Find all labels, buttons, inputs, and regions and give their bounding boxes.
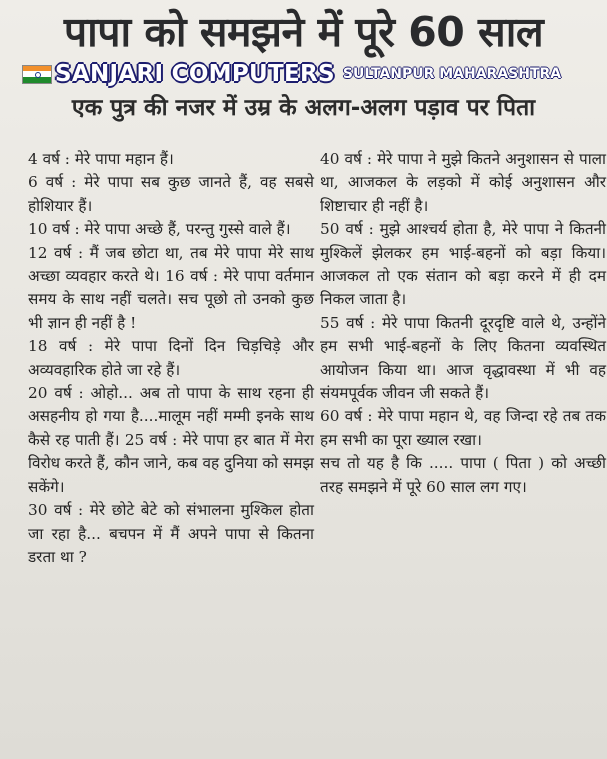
headline: पापा को समझने में पूरे 60 साल: [63, 8, 544, 56]
paragraph: सच तो यह है कि ..... पापा ( पिता ) को अच्छी तरह समझने में पूरे 60 साल लग गए।: [320, 454, 606, 496]
paragraph: 30 वर्ष : मेरे छोटे बेटे को संभालना मुश्किल होता जा रहा है... बचपन में मैं अपने पापा से कितना डरता था ?: [28, 501, 314, 566]
paragraph: 4 वर्ष : मेरे पापा महान हैं।: [28, 150, 174, 168]
paragraph: 10 वर्ष : मेरे पापा अच्छे हैं, परन्तु गुस्से वाले हैं।: [28, 220, 291, 239]
paragraph: 20 वर्ष : ओहो... अब तो पापा के साथ रहना ही असहनीय हो गया है....मालूम नहीं मम्मी इनके साथ कैसे रह पाती हैं। 25 वर्ष : मेरे पापा हर बात में मेरा विरोध करते हैं, कौन जाने, कब वह दुनिया को समझ सकेंगे।: [28, 384, 314, 496]
paragraph: 12 वर्ष : मैं जब छोटा था, तब मेरे पापा मेरे साथ अच्छा व्यवहार करते थे। 16 वर्ष : मेरे पापा वर्तमान समय के साथ नहीं चलते। सच पूछो तो उनको कुछ भी ज्ञान ही नहीं है !: [28, 243, 314, 332]
left-column: [28, 148, 314, 569]
paragraph: 55 वर्ष : मेरे पापा कितनी दूरदृष्टि वाले थे, उन्होंने हम सभी भाई-बहनों के लिए कितना व्यवस्थित आयोजन किया था। आज वृद्धावस्था में भी वह संयमपूर्वक जीवन जी सकते हैं।: [320, 313, 606, 403]
brand-location: SULTANPUR MAHARASHTRA: [342, 66, 562, 82]
paragraph: 50 वर्ष : मुझे आश्चर्य होता है, मेरे पापा ने कितनी मुश्किलें झेलकर हम भाई-बहनों को बड़ा किया। आजकल तो एक संतान को बड़ा करने में ही दम निकल जाता है।: [320, 220, 606, 309]
paragraph: 6 वर्ष : मेरे पापा सब कुछ जानते हैं, वह सबसे होशियार हैं।: [28, 173, 314, 215]
watermark-banner: [22, 60, 582, 88]
indian-flag-icon: [22, 65, 52, 84]
paragraph: 40 वर्ष : मेरे पापा ने मुझे कितने अनुशासन से पाला था, आजकल के लड़को में कोई अनुशासन और शिष्टाचार ही नहीं है।: [320, 150, 606, 215]
paragraph: 18 वर्ष : मेरे पापा दिनों दिन चिड़चिड़े और अव्यवहारिक होते जा रहे हैं।: [28, 337, 314, 379]
subheadline: एक पुत्र की नजर में उम्र के अलग-अलग पड़ाव पर पिता: [71, 95, 536, 121]
right-column: [320, 148, 606, 499]
paragraph: 60 वर्ष : मेरे पापा महान थे, वह जिन्दा रहे तब तक हम सभी का पूरा ख्याल रखा।: [320, 407, 606, 449]
brand-name: SANJARI COMPUTERS: [55, 61, 335, 87]
